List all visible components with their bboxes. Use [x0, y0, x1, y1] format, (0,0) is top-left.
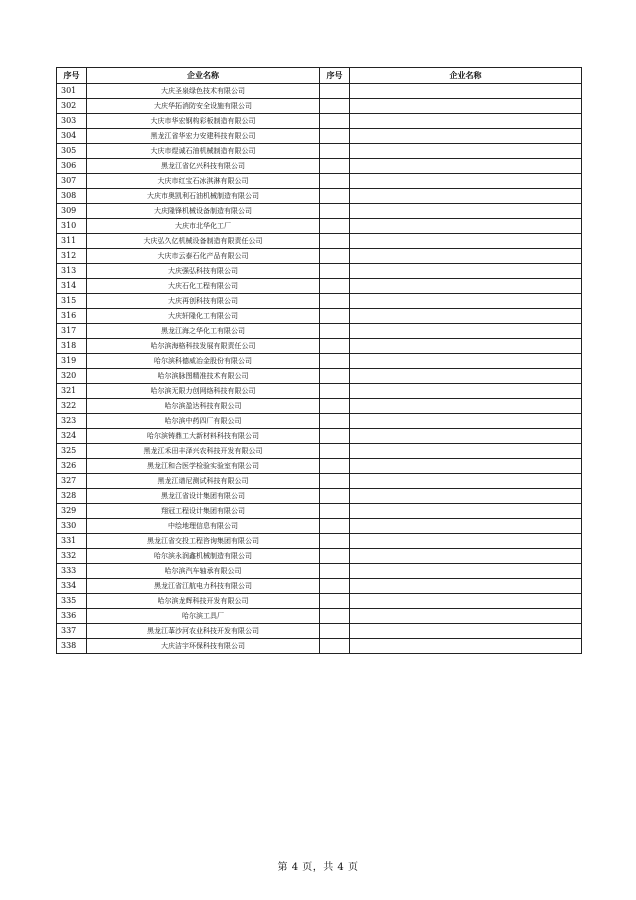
table-row — [57, 99, 582, 114]
company-name-cell-empty — [350, 279, 582, 294]
company-name-cell-empty — [350, 534, 582, 549]
serial-number-cell: 320 — [57, 369, 87, 384]
table-row — [57, 594, 582, 609]
table-row — [57, 414, 582, 429]
company-name-cell-empty — [350, 414, 582, 429]
table-row — [57, 579, 582, 594]
company-name-cell: 黑龙江谱尼测试科技有限公司 — [87, 474, 320, 489]
table-row — [57, 294, 582, 309]
company-name-cell: 大庆市红宝石冰淇淋有限公司 — [87, 174, 320, 189]
table-row — [57, 339, 582, 354]
company-name-cell: 大庆强弘科技有限公司 — [87, 264, 320, 279]
table-row — [57, 324, 582, 339]
table-row — [57, 354, 582, 369]
serial-number-cell-empty — [320, 414, 350, 429]
serial-number-cell: 317 — [57, 324, 87, 339]
company-name-cell: 大庆市北华化工厂 — [87, 219, 320, 234]
serial-number-cell-empty — [320, 264, 350, 279]
serial-number-cell: 307 — [57, 174, 87, 189]
serial-number-cell: 329 — [57, 504, 87, 519]
serial-number-cell: 330 — [57, 519, 87, 534]
company-name-cell: 翔冠工程设计集团有限公司 — [87, 504, 320, 519]
serial-number-cell-empty — [320, 324, 350, 339]
company-name-cell-empty — [350, 624, 582, 639]
company-name-cell: 黑龙江省交投工程咨询集团有限公司 — [87, 534, 320, 549]
serial-number-cell-empty — [320, 204, 350, 219]
company-name-cell: 哈尔滨海格科技发展有限责任公司 — [87, 339, 320, 354]
table-row — [57, 369, 582, 384]
company-name-cell: 哈尔滨龙辉科技开发有限公司 — [87, 594, 320, 609]
company-name-cell-empty — [350, 324, 582, 339]
table-row — [57, 489, 582, 504]
table-row — [57, 459, 582, 474]
serial-number-cell-empty — [320, 84, 350, 99]
company-name-cell: 黑龙江禾田丰泽兴农科技开发有限公司 — [87, 444, 320, 459]
serial-number-cell: 303 — [57, 114, 87, 129]
serial-number-cell-empty — [320, 519, 350, 534]
company-name-cell: 哈尔滨汽车轴承有限公司 — [87, 564, 320, 579]
serial-number-cell: 314 — [57, 279, 87, 294]
table-row — [57, 144, 582, 159]
company-name-cell: 黑龙江省设计集团有限公司 — [87, 489, 320, 504]
company-name-cell-empty — [350, 384, 582, 399]
company-name-cell: 哈尔滨永润鑫机械制造有限公司 — [87, 549, 320, 564]
table-row — [57, 504, 582, 519]
table-row — [57, 384, 582, 399]
header-serial-right: 序号 — [320, 68, 350, 84]
company-name-cell-empty — [350, 609, 582, 624]
serial-number-cell: 328 — [57, 489, 87, 504]
company-name-cell: 黑龙江莑沙河农业科技开发有限公司 — [87, 624, 320, 639]
serial-number-cell-empty — [320, 384, 350, 399]
company-name-cell: 大庆圣泉绿色技术有限公司 — [87, 84, 320, 99]
company-name-cell: 哈尔滨中药四厂有限公司 — [87, 414, 320, 429]
serial-number-cell: 315 — [57, 294, 87, 309]
company-name-cell: 哈尔滨脉图精准技术有限公司 — [87, 369, 320, 384]
company-name-cell: 哈尔滨科德威冶金股份有限公司 — [87, 354, 320, 369]
serial-number-cell-empty — [320, 579, 350, 594]
company-name-cell: 黑龙江海之华化工有限公司 — [87, 324, 320, 339]
company-name-cell-empty — [350, 474, 582, 489]
serial-number-cell-empty — [320, 429, 350, 444]
company-name-cell-empty — [350, 339, 582, 354]
serial-number-cell-empty — [320, 354, 350, 369]
company-name-cell: 大庆弘久亿机械设备制造有限责任公司 — [87, 234, 320, 249]
serial-number-cell: 336 — [57, 609, 87, 624]
company-name-cell-empty — [350, 99, 582, 114]
header-company-name-left: 企业名称 — [87, 68, 320, 84]
serial-number-cell-empty — [320, 399, 350, 414]
table-row — [57, 519, 582, 534]
table-row — [57, 639, 582, 654]
company-name-cell-empty — [350, 84, 582, 99]
company-name-cell: 大庆华拓消防安全设施有限公司 — [87, 99, 320, 114]
company-name-cell-empty — [350, 564, 582, 579]
company-name-cell: 大庆轩隆化工有限公司 — [87, 309, 320, 324]
company-name-cell-empty — [350, 549, 582, 564]
serial-number-cell: 319 — [57, 354, 87, 369]
header-company-name-right: 企业名称 — [350, 68, 582, 84]
serial-number-cell: 322 — [57, 399, 87, 414]
header-serial-left: 序号 — [57, 68, 87, 84]
company-name-cell-empty — [350, 114, 582, 129]
company-name-cell-empty — [350, 639, 582, 654]
serial-number-cell: 316 — [57, 309, 87, 324]
table-row — [57, 84, 582, 99]
company-name-cell-empty — [350, 294, 582, 309]
serial-number-cell-empty — [320, 114, 350, 129]
serial-number-cell-empty — [320, 339, 350, 354]
serial-number-cell-empty — [320, 609, 350, 624]
serial-number-cell-empty — [320, 564, 350, 579]
table-row — [57, 159, 582, 174]
table-row — [57, 174, 582, 189]
company-name-cell: 大庆隆锋机械设备制造有限公司 — [87, 204, 320, 219]
table-row — [57, 609, 582, 624]
company-name-cell: 黑龙江省江航电力科技有限公司 — [87, 579, 320, 594]
table-row — [57, 204, 582, 219]
company-name-cell: 大庆再创科技有限公司 — [87, 294, 320, 309]
table-row — [57, 399, 582, 414]
serial-number-cell: 324 — [57, 429, 87, 444]
table-row — [57, 189, 582, 204]
serial-number-cell-empty — [320, 144, 350, 159]
serial-number-cell: 306 — [57, 159, 87, 174]
serial-number-cell: 334 — [57, 579, 87, 594]
company-name-cell-empty — [350, 429, 582, 444]
serial-number-cell-empty — [320, 189, 350, 204]
serial-number-cell: 321 — [57, 384, 87, 399]
company-name-cell-empty — [350, 504, 582, 519]
company-name-cell: 黑龙江省亿兴科技有限公司 — [87, 159, 320, 174]
serial-number-cell: 331 — [57, 534, 87, 549]
company-name-cell: 哈尔滨盈达科技有限公司 — [87, 399, 320, 414]
serial-number-cell-empty — [320, 99, 350, 114]
table-row — [57, 219, 582, 234]
serial-number-cell: 323 — [57, 414, 87, 429]
table-row — [57, 534, 582, 549]
table-row — [57, 309, 582, 324]
company-name-cell-empty — [350, 264, 582, 279]
serial-number-cell-empty — [320, 249, 350, 264]
serial-number-cell: 312 — [57, 249, 87, 264]
company-name-cell: 大庆市煜诚石油机械制造有限公司 — [87, 144, 320, 159]
table-body — [57, 84, 582, 654]
table-row — [57, 444, 582, 459]
company-name-cell-empty — [350, 399, 582, 414]
serial-number-cell-empty — [320, 369, 350, 384]
company-name-cell-empty — [350, 489, 582, 504]
company-name-cell-empty — [350, 594, 582, 609]
serial-number-cell: 302 — [57, 99, 87, 114]
table-row — [57, 234, 582, 249]
serial-number-cell: 333 — [57, 564, 87, 579]
serial-number-cell-empty — [320, 309, 350, 324]
serial-number-cell: 310 — [57, 219, 87, 234]
serial-number-cell: 338 — [57, 639, 87, 654]
table-row — [57, 264, 582, 279]
company-name-cell: 大庆市云泰石化产品有限公司 — [87, 249, 320, 264]
serial-number-cell: 309 — [57, 204, 87, 219]
table-header — [57, 68, 582, 84]
company-name-cell: 中绘地理信息有限公司 — [87, 519, 320, 534]
serial-number-cell-empty — [320, 474, 350, 489]
serial-number-cell: 326 — [57, 459, 87, 474]
header-row — [57, 68, 582, 84]
serial-number-cell-empty — [320, 174, 350, 189]
serial-number-cell-empty — [320, 594, 350, 609]
company-name-cell: 黑龙江和合医学检验实验室有限公司 — [87, 459, 320, 474]
company-name-cell: 大庆石化工程有限公司 — [87, 279, 320, 294]
serial-number-cell: 325 — [57, 444, 87, 459]
table-row — [57, 279, 582, 294]
serial-number-cell: 313 — [57, 264, 87, 279]
serial-number-cell-empty — [320, 159, 350, 174]
serial-number-cell: 304 — [57, 129, 87, 144]
company-name-cell-empty — [350, 204, 582, 219]
company-name-cell: 哈尔滨无限力创网络科技有限公司 — [87, 384, 320, 399]
serial-number-cell-empty — [320, 639, 350, 654]
company-name-cell-empty — [350, 444, 582, 459]
serial-number-cell: 305 — [57, 144, 87, 159]
company-name-cell-empty — [350, 459, 582, 474]
serial-number-cell: 335 — [57, 594, 87, 609]
serial-number-cell-empty — [320, 504, 350, 519]
serial-number-cell-empty — [320, 294, 350, 309]
table-row — [57, 549, 582, 564]
serial-number-cell-empty — [320, 489, 350, 504]
serial-number-cell: 332 — [57, 549, 87, 564]
serial-number-cell-empty — [320, 549, 350, 564]
serial-number-cell-empty — [320, 459, 350, 474]
company-name-cell-empty — [350, 219, 582, 234]
company-name-cell-empty — [350, 144, 582, 159]
table-row — [57, 114, 582, 129]
company-name-cell-empty — [350, 159, 582, 174]
company-name-cell-empty — [350, 129, 582, 144]
serial-number-cell-empty — [320, 444, 350, 459]
company-name-cell-empty — [350, 579, 582, 594]
page-number-footer: 第 4 页，共 4 页 — [277, 862, 359, 873]
company-name-cell-empty — [350, 249, 582, 264]
company-name-cell-empty — [350, 369, 582, 384]
serial-number-cell-empty — [320, 234, 350, 249]
serial-number-cell-empty — [320, 219, 350, 234]
company-name-cell: 大庆市奥凯利石油机械制造有限公司 — [87, 189, 320, 204]
table-row — [57, 129, 582, 144]
company-name-cell-empty — [350, 189, 582, 204]
serial-number-cell-empty — [320, 534, 350, 549]
company-name-cell-empty — [350, 309, 582, 324]
table-row — [57, 249, 582, 264]
company-name-cell: 黑龙江省华宏力安建科技有限公司 — [87, 129, 320, 144]
table-row — [57, 429, 582, 444]
company-name-cell-empty — [350, 174, 582, 189]
serial-number-cell-empty — [320, 279, 350, 294]
company-name-cell: 哈尔滨工具厂 — [87, 609, 320, 624]
company-name-cell: 哈尔滨铸鼎工大新材料科技有限公司 — [87, 429, 320, 444]
company-name-cell-empty — [350, 234, 582, 249]
company-name-cell-empty — [350, 354, 582, 369]
serial-number-cell: 308 — [57, 189, 87, 204]
company-name-cell: 大庆洁宇环保科技有限公司 — [87, 639, 320, 654]
company-name-cell: 大庆市华宏钢构彩板制造有限公司 — [87, 114, 320, 129]
serial-number-cell: 318 — [57, 339, 87, 354]
serial-number-cell: 311 — [57, 234, 87, 249]
company-name-cell-empty — [350, 519, 582, 534]
serial-number-cell: 337 — [57, 624, 87, 639]
table-row — [57, 474, 582, 489]
serial-number-cell: 301 — [57, 84, 87, 99]
table-row — [57, 564, 582, 579]
enterprise-list-table — [56, 67, 582, 654]
serial-number-cell: 327 — [57, 474, 87, 489]
serial-number-cell-empty — [320, 624, 350, 639]
serial-number-cell-empty — [320, 129, 350, 144]
table-row — [57, 624, 582, 639]
